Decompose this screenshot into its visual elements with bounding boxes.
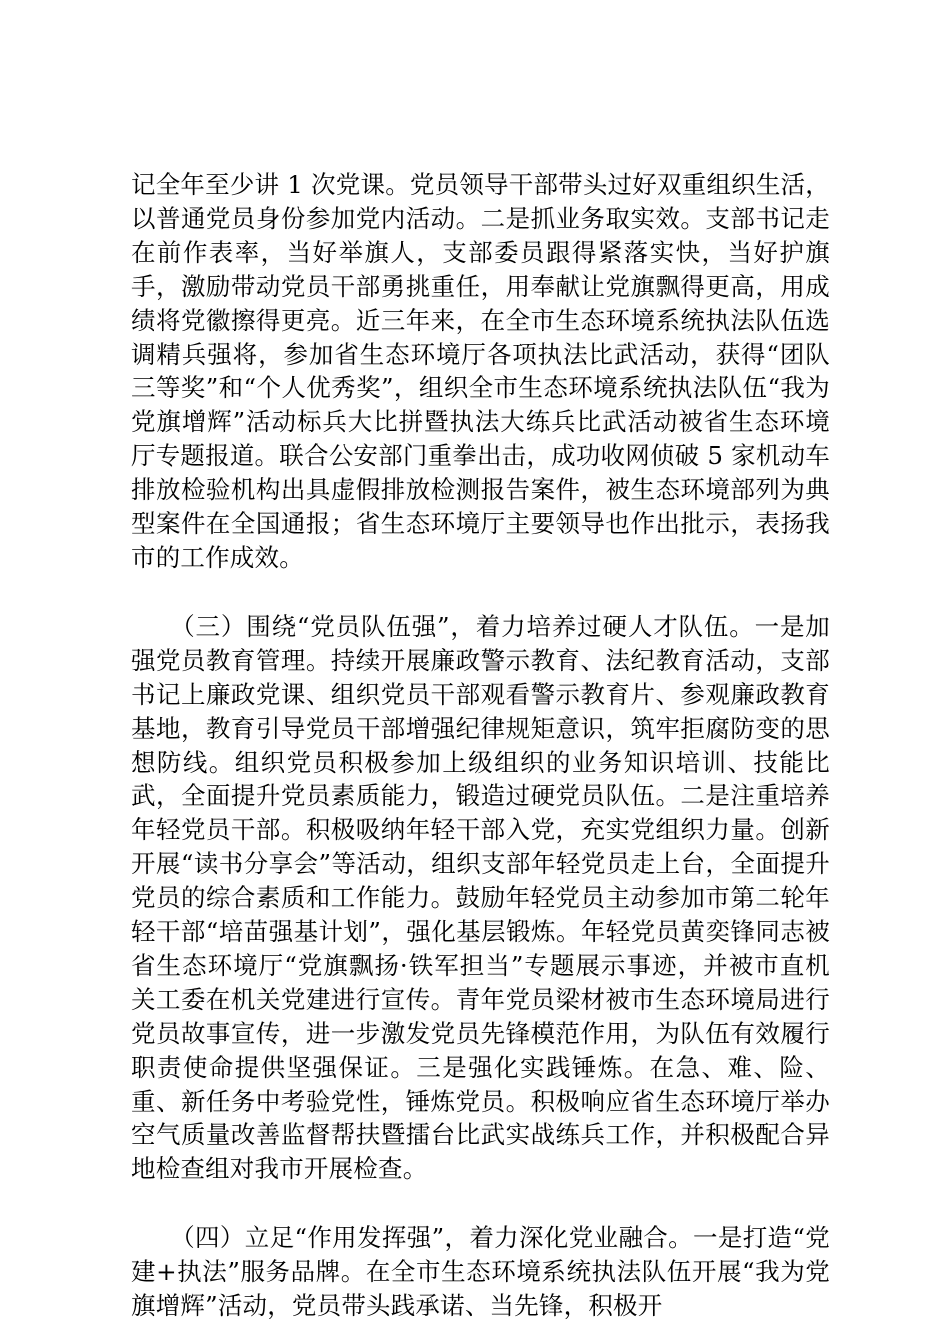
paragraph-continuation: 记全年至少讲 1 次党课。党员领导干部带头过好双重组织生活，以普通党员身份参加党内活动。二是抓业务取实效。支部书记走在前作表率，当好举旗人，支部委员跟得紧落实快，当好护旗手，激励带动党员干部勇挑重任，用奉献让党旗飘得更高，用成绩将党徽擦得更亮。近三年来，在全市生态环境系统执法队伍选调精兵强将，参加省生态环境厅各项执法比武活动，获得“团队三等奖”和“个人优秀奖”，组织全市生态环境系统执法队伍“我为党旗增辉”活动标兵大比拼暨执法大练兵比武活动被省生态环境厅专题报道。联合公安部门重拳出击，成功收网侦破 5 家机动车排放检验机构出具虚假排放检测报告案件，被生态环境部列为典型案件在全国通报；省生态环境厅主要领导也作出批示，表扬我市的工作成效。 [131,170,830,572]
document-body [131,168,830,1323]
paragraph-section-four: （四）立足“作用发挥强”，着力深化党业融合。一是打造“党建+执法”服务品牌。在全市生态环境系统执法队伍开展“我为党旗增辉”活动，党员带头践承诺、当先锋，积极开 [131,1223,830,1321]
paragraph-section-three: （三）围绕“党员队伍强”，着力培养过硬人才队伍。一是加强党员教育管理。持续开展廉政警示教育、法纪教育活动，支部书记上廉政党课、组织党员干部观看警示教育片、参观廉政教育基地，教育引导党员干部增强纪律规矩意识，筑牢拒腐防变的思想防线。组织党员积极参加上级组织的业务知识培训、技能比武，全面提升党员素质能力，锻造过硬党员队伍。二是注重培养年轻党员干部。积极吸纳年轻干部入党，充实党组织力量。创新开展“读书分享会”等活动，组织支部年轻党员走上台，全面提升党员的综合素质和工作能力。鼓励年轻党员主动参加市第二轮年轻干部“培苗强基计划”，强化基层锻炼。年轻党员黄奕锋同志被省生态环境厅“党旗飘扬·铁军担当”专题展示事迹，并被市直机关工委在机关党建进行宣传。青年党员梁材被市生态环境局进行党员故事宣传，进一步激发党员先锋模范作用，为队伍有效履行职责使命提供坚强保证。三是强化实践锤炼。在急、难、险、重、新任务中考验党性，锤炼党员。积极响应省生态环境厅举办空气质量改善监督帮扶暨擂台比武实战练兵工作，并积极配合异地检查组对我市开展检查。 [131,611,830,1184]
